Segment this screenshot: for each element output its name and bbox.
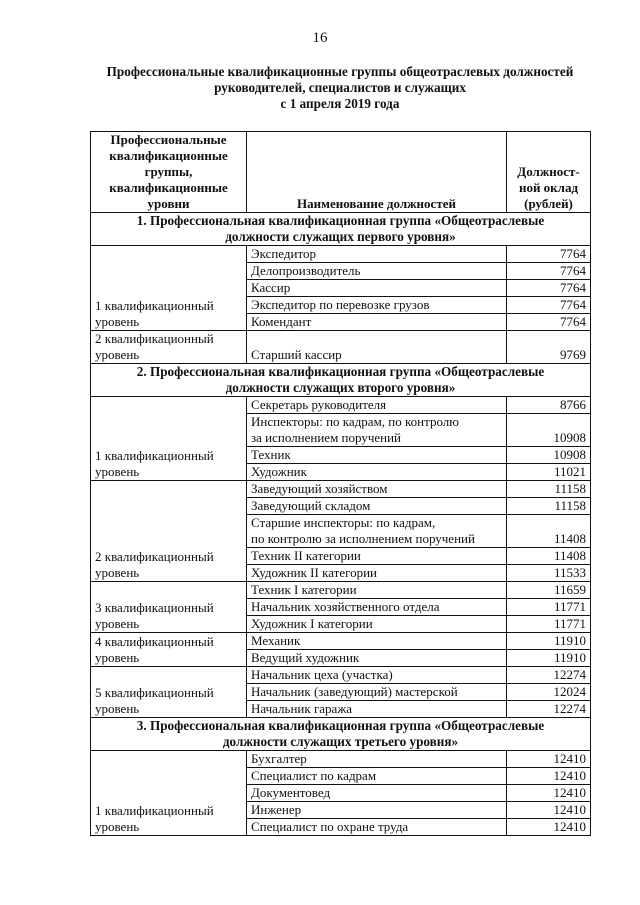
- position-line: Начальник (заведующий) мастерской: [251, 684, 458, 699]
- table-header-row: [91, 132, 591, 213]
- position-line: Специалист по кадрам: [251, 768, 377, 783]
- position-name: [247, 650, 507, 667]
- position-line: Делопроизводитель: [251, 263, 361, 278]
- header-line: уровни: [147, 196, 190, 211]
- position-line: Бухгалтер: [251, 751, 307, 766]
- salary-table-body: [91, 132, 591, 836]
- level-line: уровень: [95, 701, 140, 716]
- salary-value: 9769: [507, 331, 591, 364]
- header-group-levels: [91, 132, 247, 213]
- position-line: Экспедитор по перевозке грузов: [251, 297, 430, 312]
- position-name: [247, 701, 507, 718]
- salary-value: 7764: [507, 263, 591, 280]
- position-name: [247, 464, 507, 481]
- level-line: уровень: [95, 616, 140, 631]
- position-line: Техник II категории: [251, 548, 361, 563]
- position-name: [247, 768, 507, 785]
- position-line: Экспедитор: [251, 246, 316, 261]
- position-line: Техник I категории: [251, 582, 357, 597]
- position-name: [247, 246, 507, 263]
- salary-value: 12410: [507, 785, 591, 802]
- title-line: руководителей, специалистов и служащих: [214, 80, 466, 95]
- position-line: Начальник цеха (участка): [251, 667, 393, 682]
- position-name: [247, 565, 507, 582]
- position-line: Механик: [251, 633, 301, 648]
- position-line: Инженер: [251, 802, 302, 817]
- header-position-name: [247, 132, 507, 213]
- table-row: [91, 582, 591, 599]
- qualification-level: [91, 667, 247, 718]
- level-line: 5 квалификационный: [95, 685, 214, 700]
- position-name: [247, 515, 507, 548]
- document-title: [70, 64, 610, 112]
- header-line: группы,: [144, 164, 193, 179]
- group-title-row: [91, 364, 591, 397]
- qualification-level: [91, 246, 247, 331]
- table-row: [91, 246, 591, 263]
- position-name: [247, 280, 507, 297]
- header-line: квалификационные: [109, 180, 228, 195]
- level-line: 2 квалификационный: [95, 549, 214, 564]
- salary-value: 7764: [507, 246, 591, 263]
- salary-value: 11910: [507, 633, 591, 650]
- position-name: [247, 819, 507, 836]
- position-line: по контролю за исполнением поручений: [251, 531, 475, 546]
- position-line: Художник I категории: [251, 616, 373, 631]
- salary-value: 7764: [507, 297, 591, 314]
- level-line: уровень: [95, 314, 140, 329]
- level-line: 1 квалификационный: [95, 298, 214, 313]
- table-row: [91, 633, 591, 650]
- position-line: Специалист по охране труда: [251, 819, 409, 834]
- header-line: Должност-: [517, 164, 580, 179]
- level-line: уровень: [95, 347, 140, 362]
- group-title: [91, 718, 591, 751]
- table-row: [91, 397, 591, 414]
- level-line: 1 квалификационный: [95, 448, 214, 463]
- level-line: 1 квалификационный: [95, 803, 214, 818]
- qualification-level: [91, 397, 247, 481]
- header-line: Наименование должностей: [297, 196, 456, 211]
- salary-value: 12410: [507, 819, 591, 836]
- salary-value: 11408: [507, 548, 591, 565]
- position-line: Секретарь руководителя: [251, 397, 387, 412]
- position-name: [247, 802, 507, 819]
- salary-value: 7764: [507, 280, 591, 297]
- title-line: с 1 апреля 2019 года: [280, 96, 400, 111]
- header-line: Профессиональные: [110, 132, 227, 147]
- header-line: квалификационные: [109, 148, 228, 163]
- salary-value: 11659: [507, 582, 591, 599]
- salary-value: 11910: [507, 650, 591, 667]
- position-line: Кассир: [251, 280, 291, 295]
- salary-value: 12410: [507, 751, 591, 768]
- table-row: [91, 751, 591, 768]
- header-salary: [507, 132, 591, 213]
- level-line: уровень: [95, 565, 140, 580]
- group-title: [91, 364, 591, 397]
- qualification-level: [91, 633, 247, 667]
- salary-value: 11158: [507, 481, 591, 498]
- position-name: [247, 785, 507, 802]
- salary-value: 12274: [507, 667, 591, 684]
- salary-value: 12274: [507, 701, 591, 718]
- salary-value: 12024: [507, 684, 591, 701]
- salary-value: 12410: [507, 768, 591, 785]
- level-line: 2 квалификационный: [95, 331, 214, 346]
- position-line: Начальник хозяйственного отдела: [251, 599, 440, 614]
- salary-value: 10908: [507, 414, 591, 447]
- position-name: [247, 751, 507, 768]
- salary-value: 12410: [507, 802, 591, 819]
- qualification-level: [91, 751, 247, 836]
- position-line: Комендант: [251, 314, 312, 329]
- position-name: [247, 481, 507, 498]
- salary-value: 8766: [507, 397, 591, 414]
- position-line: Старшие инспекторы: по кадрам,: [251, 515, 436, 530]
- position-line: Художник II категории: [251, 565, 378, 580]
- salary-value: 11771: [507, 616, 591, 633]
- group-title-line: должности служащих третьего уровня»: [222, 734, 459, 749]
- position-name: [247, 314, 507, 331]
- group-title-line: должности служащих первого уровня»: [225, 229, 456, 244]
- qualification-level: [91, 582, 247, 633]
- position-name: [247, 582, 507, 599]
- position-name: [247, 548, 507, 565]
- position-name: [247, 447, 507, 464]
- group-title-row: [91, 213, 591, 246]
- group-title-line: 1. Профессиональная квалификационная группа «Общеотраслевые: [136, 213, 545, 228]
- position-name: [247, 633, 507, 650]
- position-line: за исполнением поручений: [251, 430, 402, 445]
- level-line: уровень: [95, 650, 140, 665]
- qualification-level: [91, 331, 247, 364]
- group-title-line: должности служащих второго уровня»: [225, 380, 456, 395]
- position-name: [247, 684, 507, 701]
- salary-value: 11158: [507, 498, 591, 515]
- position-line: Начальник гаража: [251, 701, 353, 716]
- position-name: [247, 414, 507, 447]
- position-name: [247, 263, 507, 280]
- table-row: [91, 331, 591, 364]
- level-line: уровень: [95, 819, 140, 834]
- group-title-row: [91, 718, 591, 751]
- position-line: Художник: [251, 464, 307, 479]
- salary-value: 11021: [507, 464, 591, 481]
- position-name: [247, 498, 507, 515]
- group-title: [91, 213, 591, 246]
- table-row: [91, 667, 591, 684]
- level-line: 4 квалификационный: [95, 634, 214, 649]
- table-row: [91, 481, 591, 498]
- position-line: Заведующий складом: [251, 498, 371, 513]
- title-line: Профессиональные квалификационные группы общеотраслевых должностей: [106, 64, 574, 79]
- position-name: [247, 616, 507, 633]
- salary-value: 11533: [507, 565, 591, 582]
- salary-value: 11771: [507, 599, 591, 616]
- group-title-line: 3. Профессиональная квалификационная группа «Общеотраслевые: [136, 718, 545, 733]
- position-line: Заведующий хозяйством: [251, 481, 388, 496]
- header-line: (рублей): [524, 196, 573, 211]
- salary-value: 11408: [507, 515, 591, 548]
- page-number: 16: [312, 30, 328, 46]
- position-name: [247, 297, 507, 314]
- position-name: [247, 397, 507, 414]
- group-title-line: 2. Профессиональная квалификационная группа «Общеотраслевые: [136, 364, 545, 379]
- header-line: ной оклад: [518, 180, 579, 195]
- level-line: уровень: [95, 464, 140, 479]
- position-line: Старший кассир: [251, 347, 342, 362]
- position-line: Ведущий художник: [251, 650, 360, 665]
- level-line: 3 квалификационный: [95, 600, 214, 615]
- position-name: [247, 667, 507, 684]
- salary-value: 10908: [507, 447, 591, 464]
- qualification-level: [91, 481, 247, 582]
- salary-value: 7764: [507, 314, 591, 331]
- position-name: [247, 331, 507, 364]
- position-name: [247, 599, 507, 616]
- salary-table: [90, 131, 591, 836]
- position-line: Инспекторы: по кадрам, по контролю: [251, 414, 459, 429]
- position-line: Техник: [251, 447, 291, 462]
- position-line: Документовед: [251, 785, 331, 800]
